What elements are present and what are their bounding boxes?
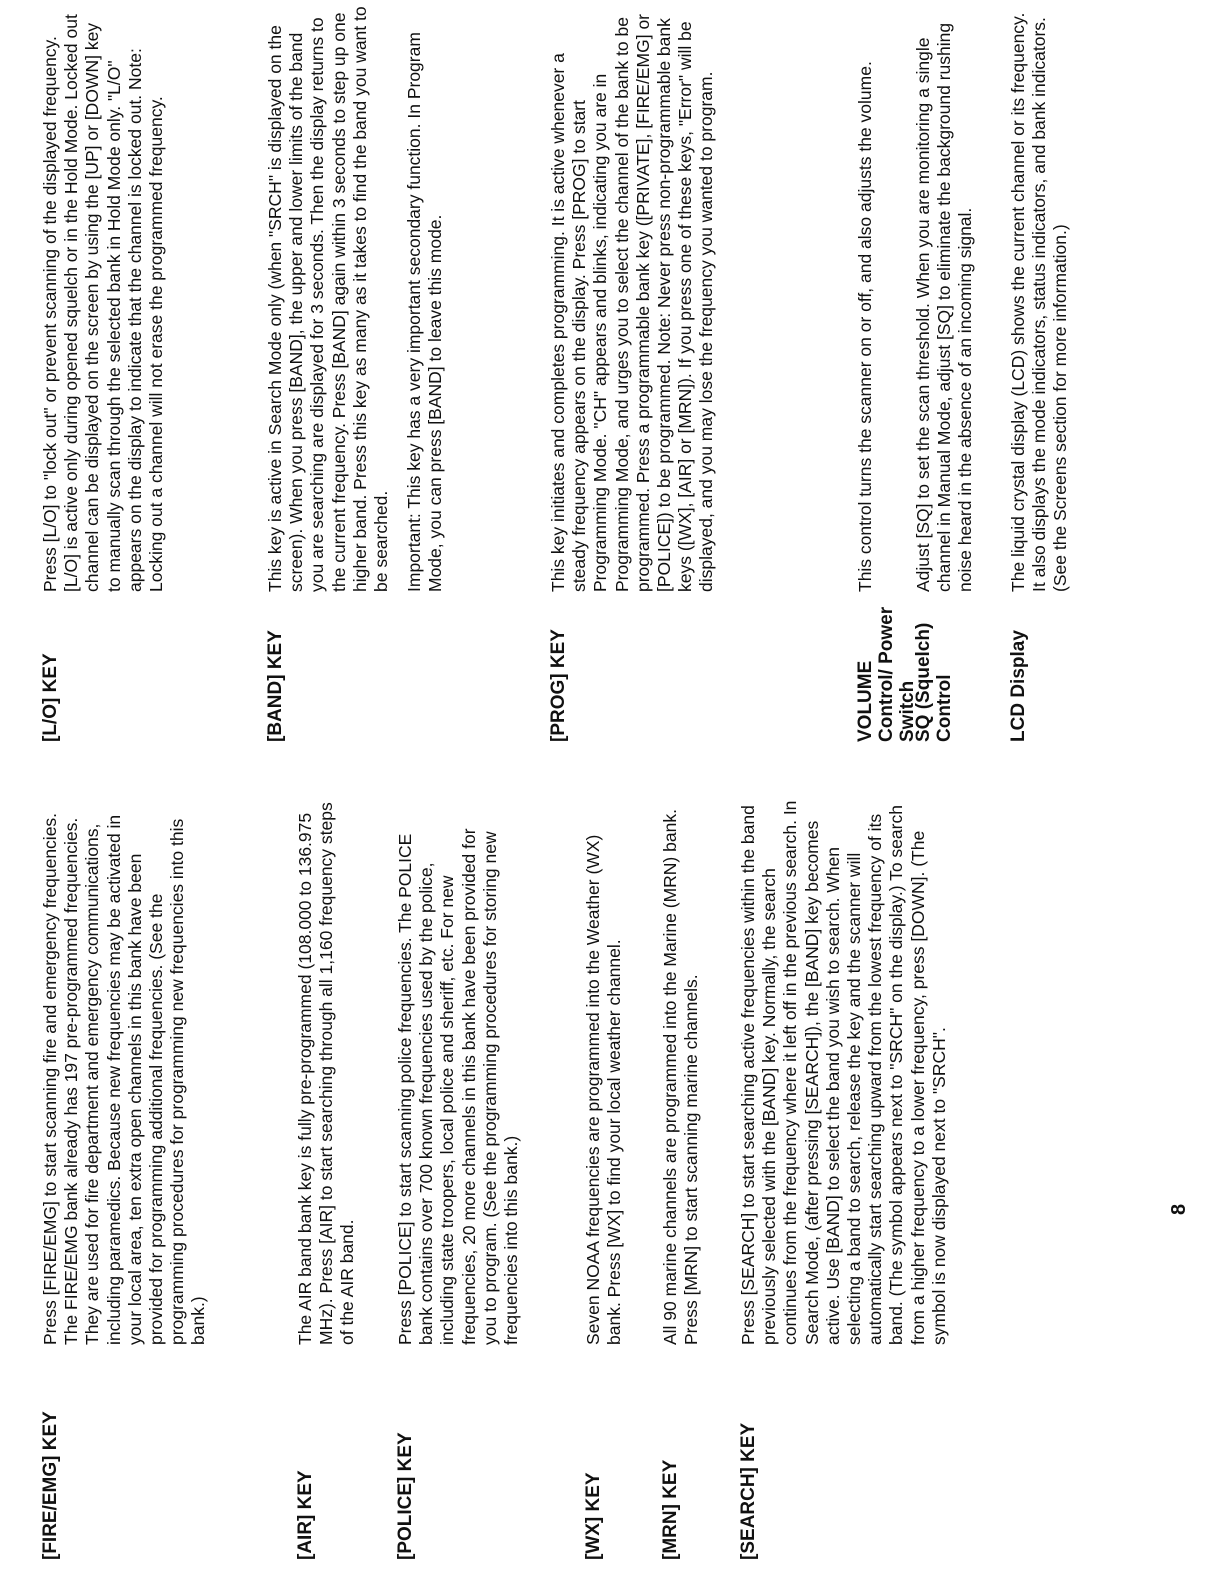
entry-description: This control turns the scanner on or off, and also adjusts the volume. [855,61,875,592]
entry-lcd-display [1008,6,1072,742]
entry-fire-emg-key [40,800,210,1560]
entry-mrn-key [660,800,702,1560]
entry-label: [POLICE] KEY [395,1432,416,1560]
entry-label: [AIR] KEY [295,1470,316,1560]
entry-label: [BAND] KEY [265,630,286,742]
entry-volume-control [855,6,918,742]
entry-police-key [395,800,522,1560]
entry-description: Press [L/O] to "lock out" or prevent scanning of the displayed frequency. [L/O] is active only during opened squelch or in the Hold Mode. Locked out channel can be displayed on the screen by using the [UP] or [DOWN] key to manually scan through the selected bank in Hold Mode only. "L/O" appears on the display to indicate that the channel is locked out. Note: Locking out a channel will not erase the programmed frequency. [40,14,167,592]
entry-label: [SEARCH] KEY [738,1422,759,1560]
page-number: 8 [1168,1203,1190,1215]
entry-description: The AIR band bank key is fully pre-programmed (108.000 to 136.975 MHz). Press [AIR] to start searching through all 1,160 frequency steps of the AIR band. [295,802,358,1345]
entry-description: Seven NOAA frequencies are programmed into the Weather (WX) bank. Press [WX] to find your local weather channel. [583,834,625,1345]
entry-label: LCD Display [1008,630,1029,742]
entry-air-key [295,800,359,1560]
entry-label: [FIRE/EMG] KEY [40,1411,61,1560]
entry-band-key [265,6,447,742]
entry-description: Press [POLICE] to start scanning police frequencies. The POLICE bank contains over 700 known frequencies used by the police, including state troopers, local police and sheriff, etc. For new frequencies, 20 more channels in this bank have been provided for you to program. (See the programming procedures for storing new frequencies into this bank.) [395,828,522,1345]
entry-label: [WX] KEY [583,1472,604,1560]
entry-prog-key [548,6,718,742]
entry-search-key [738,800,950,1560]
manual-page-8 [0,790,1224,1580]
entry-description: The liquid crystal display (LCD) shows the current channel or its frequency. It also displays the mode indicators, status indicators, and bank indicators. (See the Screens section for more information.) [1008,12,1071,592]
entry-description: Adjust [SQ] to set the scan threshold. When you are monitoring a single channel in Manual Mode, adjust [SQ] to eliminate the background rushing noise heard in the absence of an incoming signal. [913,22,976,592]
entry-description: All 90 marine channels are programmed into the Marine (MRN) bank. Press [MRN] to start scanning marine channels. [660,809,702,1345]
entry-label: [L/O] KEY [40,653,61,742]
entry-label: [MRN] KEY [660,1459,681,1560]
entry-label: VOLUME Control/ Power Switch [855,606,918,742]
entry-note: Important: This key has a very important secondary function. In Program Mode, you can press [BAND] to leave this mode. [404,32,446,592]
entry-description: Press [FIRE/EMG] to start scanning fire and emergency frequencies. The FIRE/EMG bank already has 197 pre-programmed frequencies. They are used for fire department and emergency communications, including paramedics. Because new frequencies may be activated in your local area, ten extra open channels in this bank have been provided for programming additional frequencies. (See the programming procedures for programming new frequencies into this bank.) [40,812,209,1345]
entry-description: Press [SEARCH] to start searching active frequencies within the band previously selected with the [BAND] key. Normally, the search continues from the frequency where it left off in the previous search. In Search Mode, (after pressing [SEARCH]), the [BAND] key becomes active. Use [BAND] to select the band you wish to search. When selecting a band to search, release the key and the scanner will automatically start searching upward from the lowest frequency of its band. (The symbol appears next to "SRCH" on the display.) To search from a higher frequency to a lower frequency, press [DOWN]. (The symbol is now displayed next to "SRCH". [738,800,949,1345]
entry-wx-key [583,800,625,1560]
entry-description: This key is active in Search Mode only (when "SRCH" is displayed on the screen). When you press [BAND], the upper and lower limits of the band you are searching are displayed for 3 seconds. Then the display returns to the current frequency. Press [BAND] again within 3 seconds to step up one higher band. Press this key as many as it takes to find the band you want to be searched. [265,6,392,592]
entry-lo-key [40,6,167,742]
entry-description: This key initiates and completes programming. It is active whenever a steady frequency appears on the display. Press [PROG] to start Programming Mode. "CH" appears and blinks, indicating you are in Programming Mode, and urges you to select the channel of the bank to be programmed. Press a programmable bank key ([PRIVATE], [FIRE/EMG] or [POLICE]) to be programmed. Note: Never press non-programmable bank keys ([WX], [AIR] or [MRN]). If you press one of these keys, "Error" will be displayed, and you may lose the frequency you wanted to program. [548,13,717,592]
entry-sq-control [913,6,977,742]
entry-label: [PROG] KEY [548,629,569,742]
entry-label: SQ (Squelch) Control [913,622,955,742]
